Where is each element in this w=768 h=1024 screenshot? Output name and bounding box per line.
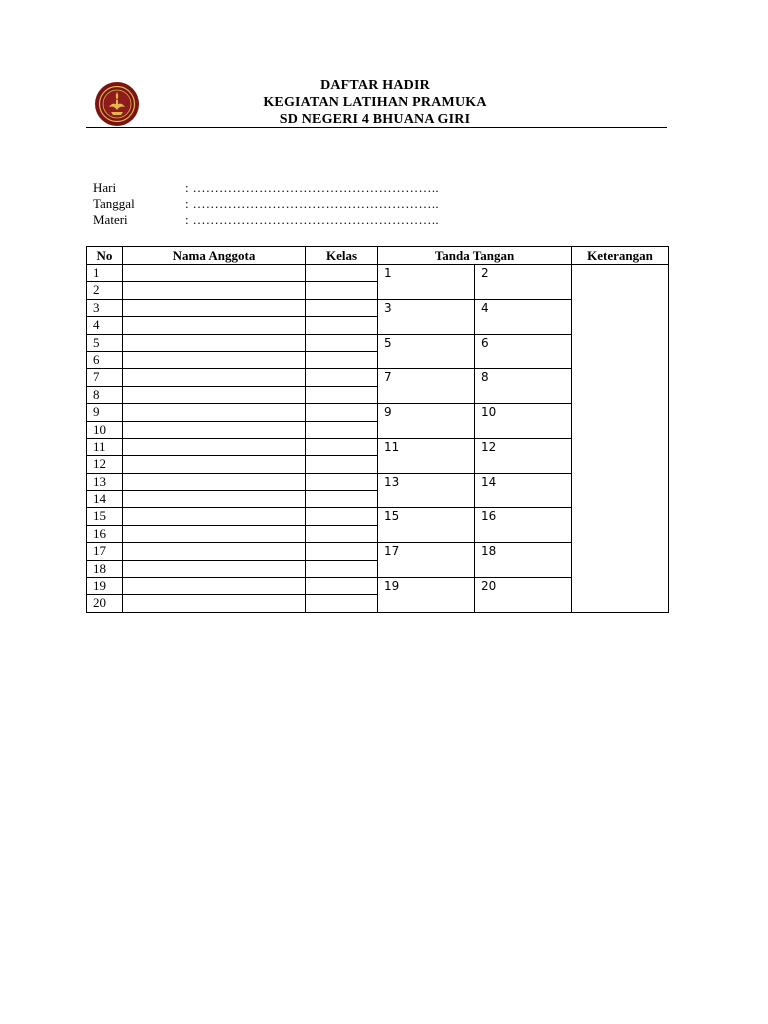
row-number: 17 bbox=[87, 543, 123, 560]
signature-cell-left: 15 bbox=[378, 508, 475, 543]
row-number: 4 bbox=[87, 317, 123, 334]
signature-cell-left: 5 bbox=[378, 334, 475, 369]
row-number: 16 bbox=[87, 525, 123, 542]
kelas-cell bbox=[306, 386, 378, 403]
header-keterangan: Keterangan bbox=[572, 247, 669, 265]
row-number: 6 bbox=[87, 351, 123, 368]
nama-anggota-cell bbox=[123, 317, 306, 334]
kelas-cell bbox=[306, 525, 378, 542]
info-row-materi bbox=[93, 212, 439, 228]
signature-cell-right: 18 bbox=[475, 543, 572, 578]
nama-anggota-cell bbox=[123, 421, 306, 438]
nama-anggota-cell bbox=[123, 369, 306, 386]
kelas-cell bbox=[306, 265, 378, 282]
kelas-cell bbox=[306, 421, 378, 438]
kelas-cell bbox=[306, 404, 378, 421]
title-line-3: SD NEGERI 4 BHUANA GIRI bbox=[279, 112, 471, 127]
info-value: : ……………………………………………….. bbox=[185, 212, 439, 227]
nama-anggota-cell bbox=[123, 282, 306, 299]
nama-anggota-cell bbox=[123, 351, 306, 368]
row-number: 14 bbox=[87, 491, 123, 508]
row-number: 9 bbox=[87, 404, 123, 421]
signature-cell-left: 11 bbox=[378, 438, 475, 473]
nama-anggota-cell bbox=[123, 456, 306, 473]
signature-cell-left: 7 bbox=[378, 369, 475, 404]
kelas-cell bbox=[306, 560, 378, 577]
nama-anggota-cell bbox=[123, 404, 306, 421]
header-divider bbox=[86, 127, 667, 128]
row-number: 20 bbox=[87, 595, 123, 612]
document-title bbox=[160, 77, 590, 128]
pramuka-logo-icon bbox=[94, 81, 140, 127]
nama-anggota-cell bbox=[123, 491, 306, 508]
nama-anggota-cell bbox=[123, 438, 306, 455]
signature-cell-left: 1 bbox=[378, 265, 475, 300]
signature-cell-left: 9 bbox=[378, 404, 475, 439]
info-row-tanggal bbox=[93, 196, 439, 212]
row-number: 11 bbox=[87, 438, 123, 455]
nama-anggota-cell bbox=[123, 299, 306, 316]
row-number: 7 bbox=[87, 369, 123, 386]
kelas-cell bbox=[306, 299, 378, 316]
signature-cell-right: 16 bbox=[475, 508, 572, 543]
kelas-cell bbox=[306, 473, 378, 490]
row-number: 1 bbox=[87, 265, 123, 282]
header-tanda-tangan: Tanda Tangan bbox=[378, 247, 572, 265]
signature-cell-right: 10 bbox=[475, 404, 572, 439]
attendance-table bbox=[86, 246, 669, 613]
signature-cell-left: 17 bbox=[378, 543, 475, 578]
signature-cell-right: 8 bbox=[475, 369, 572, 404]
title-line-1: DAFTAR HADIR bbox=[320, 78, 430, 93]
signature-cell-left: 13 bbox=[378, 473, 475, 508]
info-fields bbox=[93, 180, 439, 228]
info-value: : ……………………………………………….. bbox=[185, 180, 439, 195]
signature-cell-right: 2 bbox=[475, 265, 572, 300]
kelas-cell bbox=[306, 595, 378, 612]
info-value: : ……………………………………………….. bbox=[185, 196, 439, 211]
kelas-cell bbox=[306, 317, 378, 334]
info-label: Tanggal bbox=[93, 196, 135, 211]
kelas-cell bbox=[306, 334, 378, 351]
row-number: 5 bbox=[87, 334, 123, 351]
kelas-cell bbox=[306, 438, 378, 455]
info-label: Materi bbox=[93, 212, 128, 227]
nama-anggota-cell bbox=[123, 560, 306, 577]
table-row bbox=[87, 265, 669, 282]
row-number: 3 bbox=[87, 299, 123, 316]
nama-anggota-cell bbox=[123, 334, 306, 351]
row-number: 10 bbox=[87, 421, 123, 438]
row-number: 8 bbox=[87, 386, 123, 403]
kelas-cell bbox=[306, 578, 378, 595]
row-number: 18 bbox=[87, 560, 123, 577]
signature-cell-right: 12 bbox=[475, 438, 572, 473]
kelas-cell bbox=[306, 369, 378, 386]
signature-cell-right: 20 bbox=[475, 578, 572, 613]
signature-cell-left: 19 bbox=[378, 578, 475, 613]
nama-anggota-cell bbox=[123, 386, 306, 403]
row-number: 13 bbox=[87, 473, 123, 490]
nama-anggota-cell bbox=[123, 543, 306, 560]
kelas-cell bbox=[306, 351, 378, 368]
signature-cell-left: 3 bbox=[378, 299, 475, 334]
nama-anggota-cell bbox=[123, 578, 306, 595]
signature-cell-right: 4 bbox=[475, 299, 572, 334]
row-number: 12 bbox=[87, 456, 123, 473]
signature-cell-right: 14 bbox=[475, 473, 572, 508]
kelas-cell bbox=[306, 282, 378, 299]
header-nama-anggota: Nama Anggota bbox=[123, 247, 306, 265]
nama-anggota-cell bbox=[123, 525, 306, 542]
kelas-cell bbox=[306, 456, 378, 473]
nama-anggota-cell bbox=[123, 473, 306, 490]
row-number: 15 bbox=[87, 508, 123, 525]
title-line-2: KEGIATAN LATIHAN PRAMUKA bbox=[263, 95, 487, 110]
row-number: 19 bbox=[87, 578, 123, 595]
header-kelas: Kelas bbox=[306, 247, 378, 265]
signature-cell-right: 6 bbox=[475, 334, 572, 369]
keterangan-cell bbox=[572, 265, 669, 613]
nama-anggota-cell bbox=[123, 508, 306, 525]
table-header-row bbox=[87, 247, 669, 265]
nama-anggota-cell bbox=[123, 595, 306, 612]
nama-anggota-cell bbox=[123, 265, 306, 282]
row-number: 2 bbox=[87, 282, 123, 299]
kelas-cell bbox=[306, 508, 378, 525]
kelas-cell bbox=[306, 543, 378, 560]
info-label: Hari bbox=[93, 180, 117, 195]
kelas-cell bbox=[306, 491, 378, 508]
info-row-hari bbox=[93, 180, 439, 196]
header-no: No bbox=[87, 247, 123, 265]
